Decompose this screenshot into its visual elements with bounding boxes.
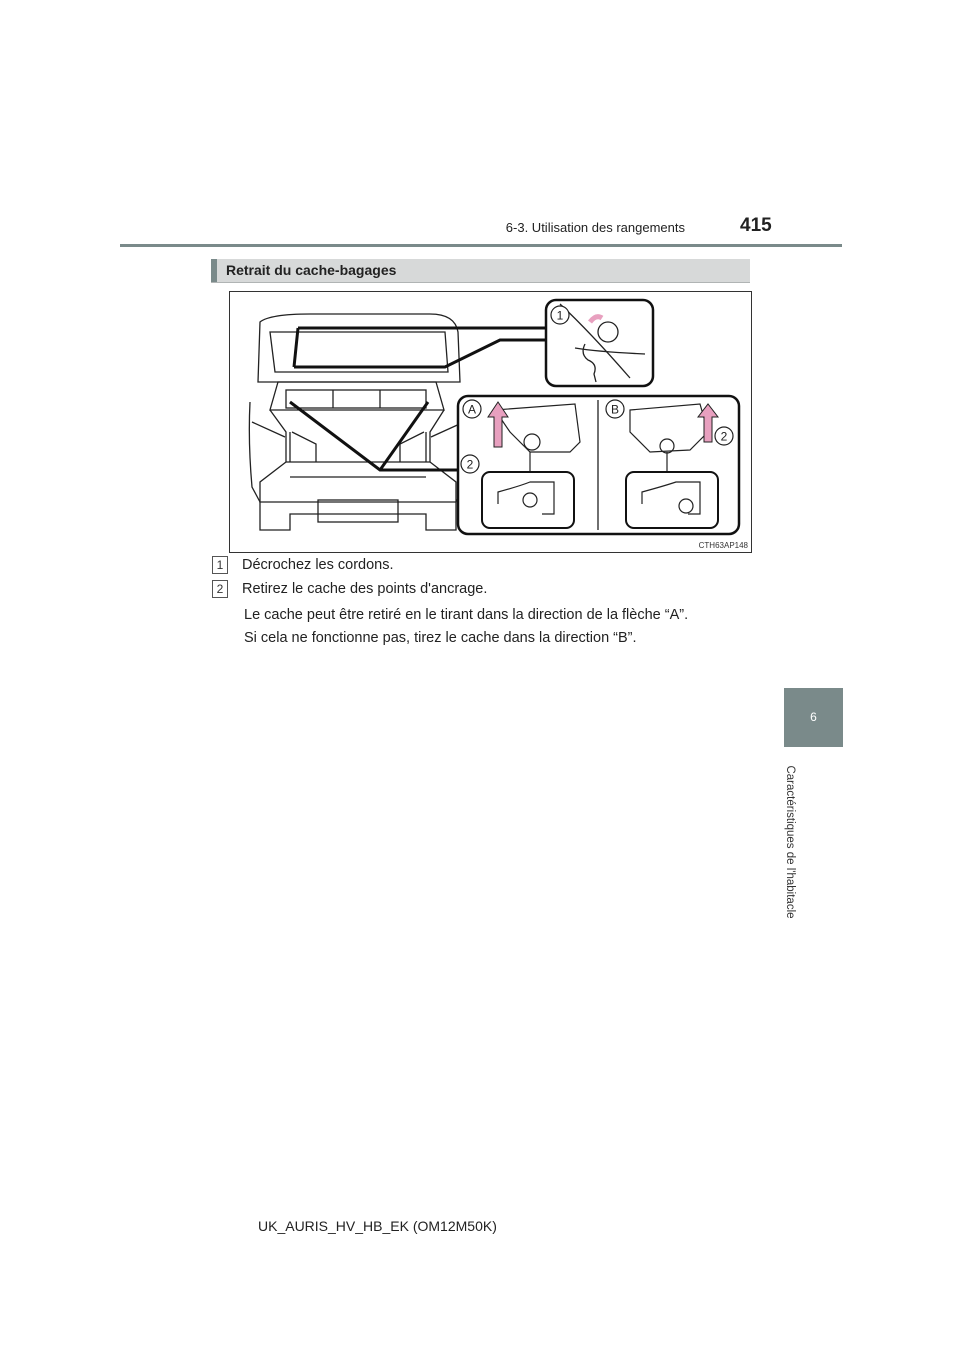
section-heading-bar	[211, 259, 750, 283]
callout-2a-label: 2	[466, 457, 474, 472]
note-1: Le cache peut être retiré en le tirant dans la direction de la flèche “A”.	[244, 607, 689, 623]
section-title: Retrait du cache-bagages	[226, 262, 397, 278]
inset-b	[626, 472, 718, 528]
step-2-number: 2	[212, 580, 228, 598]
illustration-frame	[229, 291, 752, 553]
header-section-title: 6-3. Utilisation des rangements	[505, 220, 685, 235]
step-1	[212, 556, 394, 574]
callout-2b-label: 2	[720, 429, 728, 444]
step-2-text: Retirez le cache des points d'ancrage.	[242, 580, 488, 597]
footer-model-code: UK_AURIS_HV_HB_EK (OM12M50K)	[258, 1218, 497, 1234]
step-1-text: Décrochez les cordons.	[242, 556, 394, 573]
cargo-cover-illustration	[230, 292, 751, 552]
label-a: A	[467, 402, 477, 417]
car-rear-drawing	[249, 314, 466, 530]
figure-code: CTH63AP148	[698, 541, 748, 550]
chapter-title-vertical	[770, 757, 810, 927]
step-2	[212, 580, 487, 598]
chapter-tab[interactable]: 6	[784, 688, 843, 747]
page-number: 415	[740, 215, 772, 236]
label-b: B	[610, 402, 620, 417]
callout-1-label: 1	[556, 308, 564, 323]
note-2: Si cela ne fonctionne pas, tirez le cache dans la direction “B”.	[244, 630, 637, 646]
step-1-number: 1	[212, 556, 228, 574]
chapter-title-text: Caractéristiques de l'habitacle	[784, 765, 796, 919]
header-divider	[120, 244, 842, 247]
